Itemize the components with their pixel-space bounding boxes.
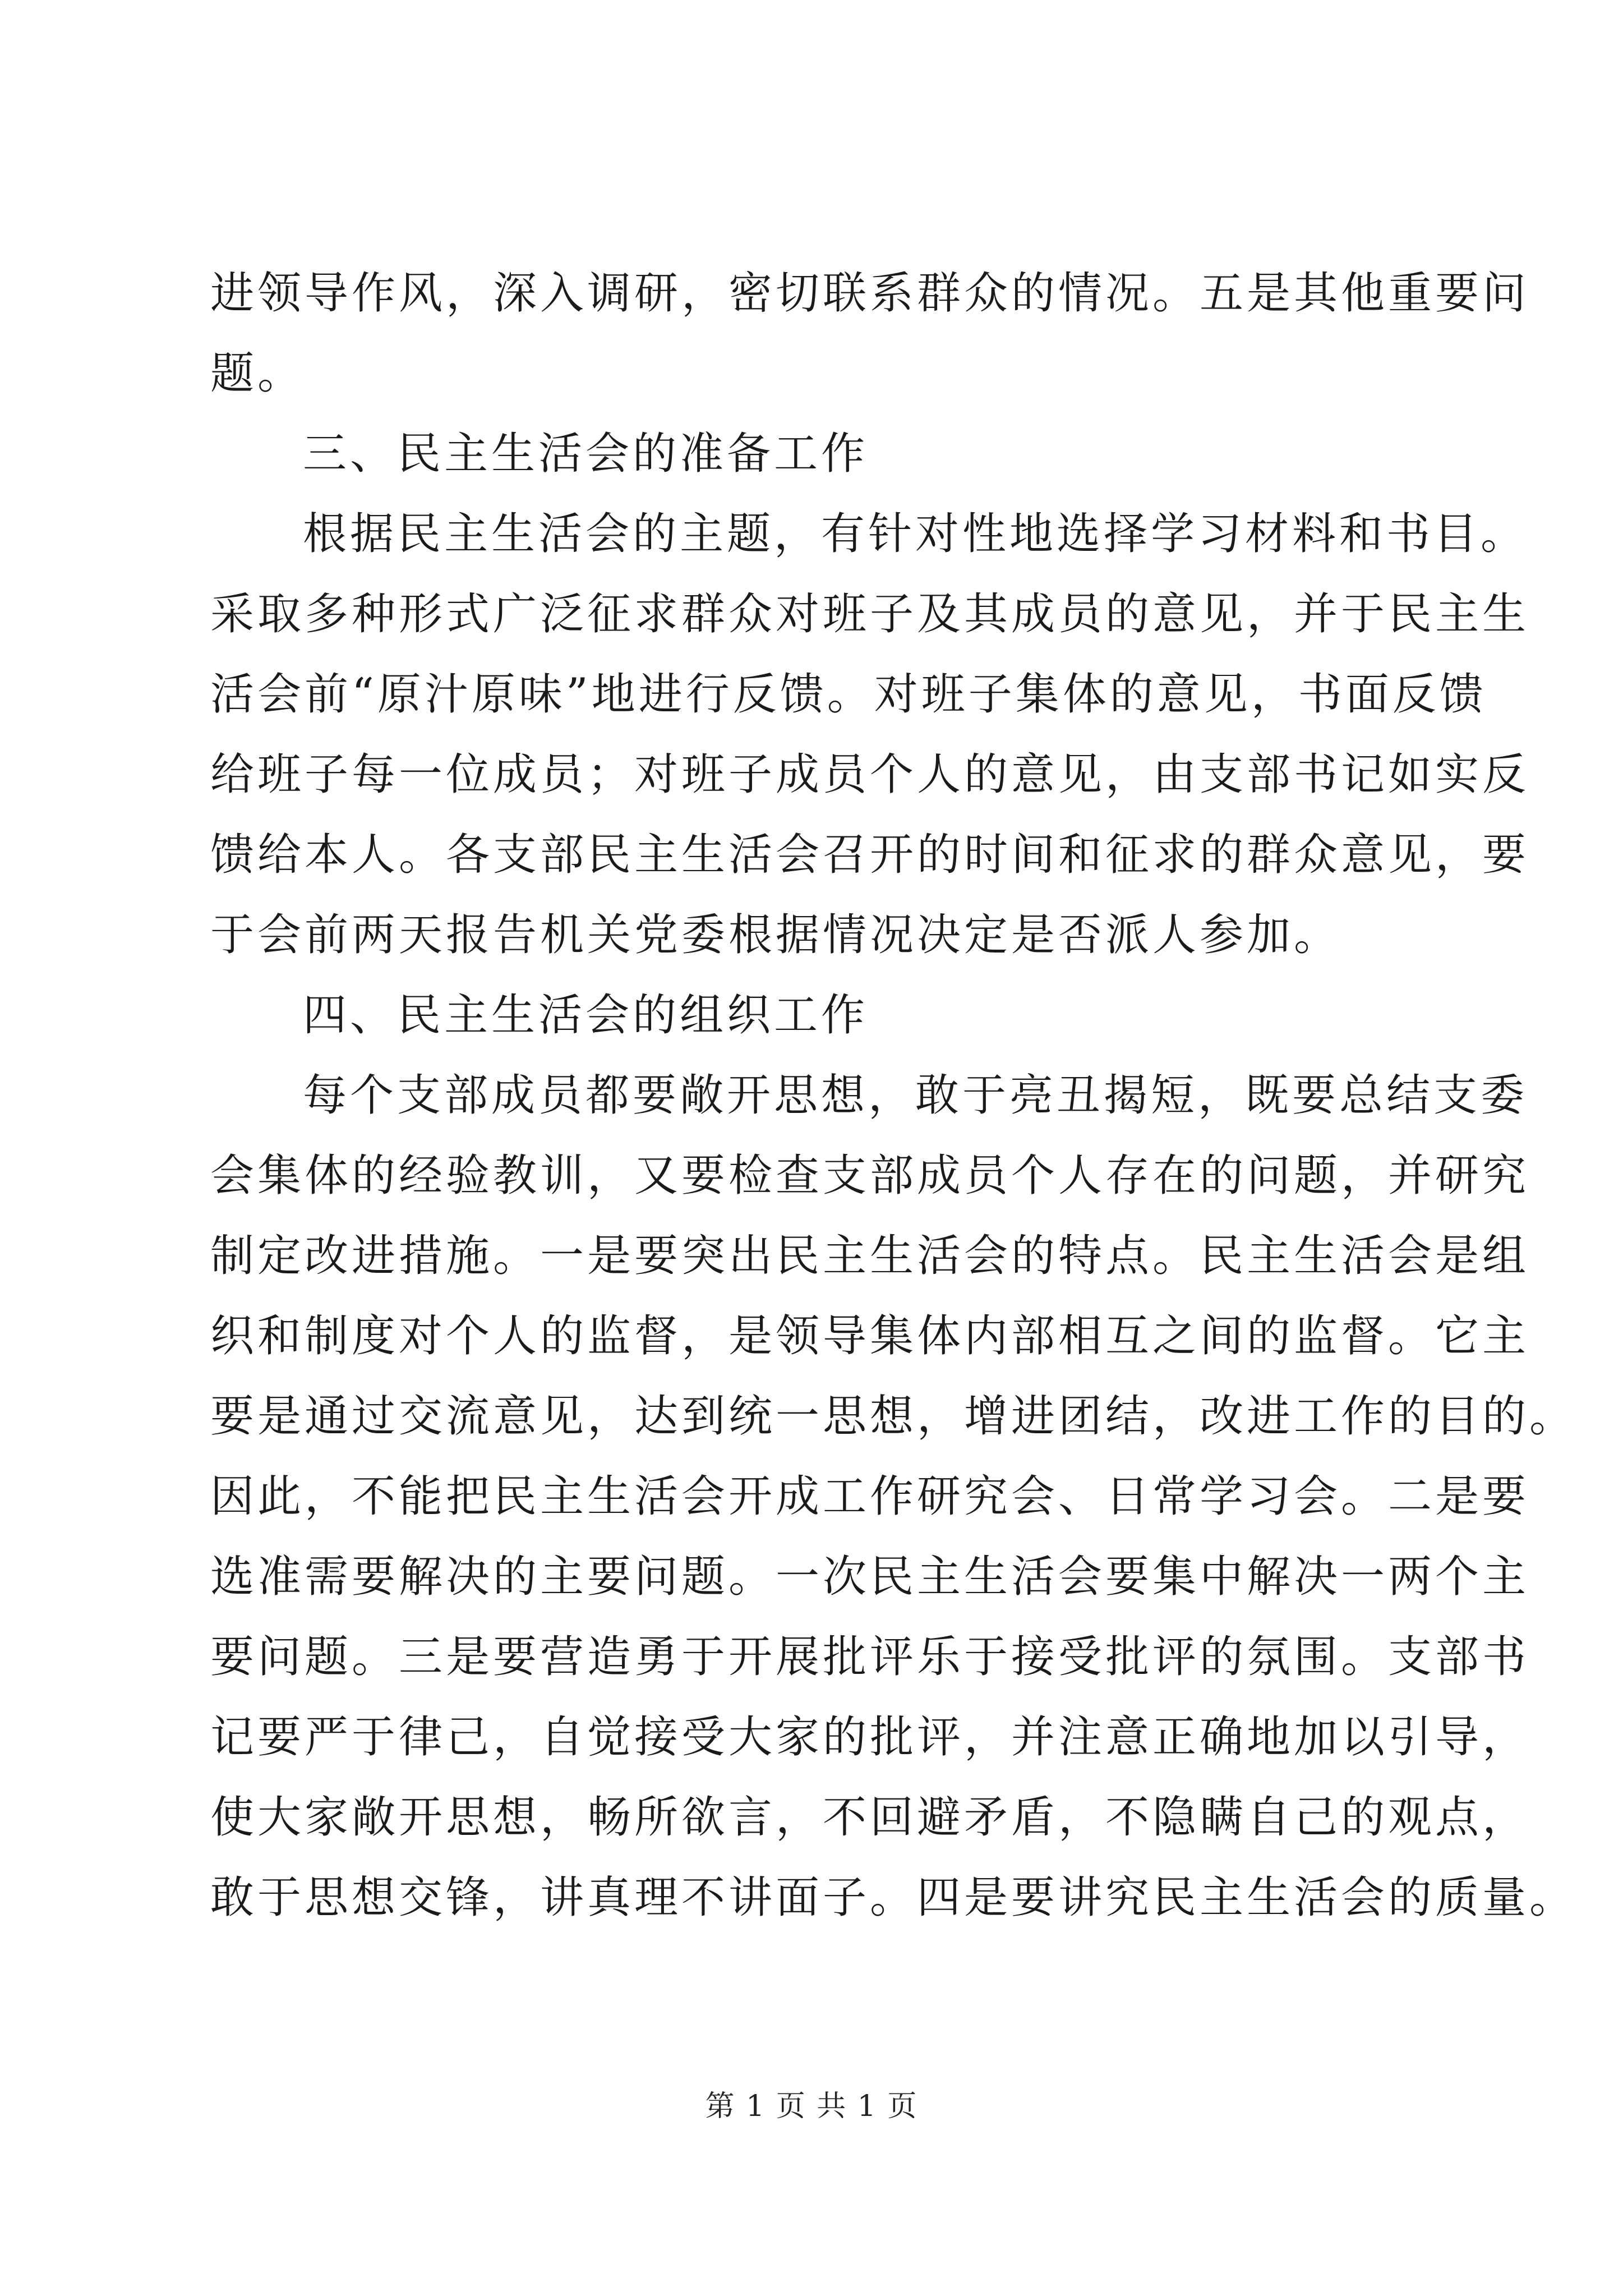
body-line: 织和制度对个人的监督，是领导集体内部相互之间的监督。它主 bbox=[210, 1311, 1530, 1361]
body-line: 记要严于律己，自觉接受大家的批评，并注意正确地加以引导， bbox=[210, 1712, 1530, 1763]
section-heading: 三、民主生活会的准备工作 bbox=[303, 429, 869, 479]
body-line: 馈给本人。各支部民主生活会召开的时间和征求的群众意见，要 bbox=[210, 830, 1530, 880]
page-footer: 第 1 页 共 1 页 bbox=[705, 2090, 918, 2123]
body-line: 题。 bbox=[210, 348, 305, 399]
body-line: 于会前两天报告机关党委根据情况决定是否派人参加。 bbox=[210, 910, 1341, 960]
body-line: 敢于思想交锋，讲真理不讲面子。四是要讲究民主生活会的质量。 bbox=[210, 1872, 1577, 1923]
body-line: 制定改进措施。一是要突出民主生活会的特点。民主生活会是组 bbox=[210, 1231, 1530, 1281]
body-line: 要是通过交流意见，达到统一思想，增进团结，改进工作的目的。 bbox=[210, 1391, 1577, 1442]
section-heading: 四、民主生活会的组织工作 bbox=[303, 990, 869, 1041]
body-line: 选准需要解决的主要问题。一次民主生活会要集中解决一两个主 bbox=[210, 1552, 1530, 1602]
paragraph-first-line: 根据民主生活会的主题，有针对性地选择学习材料和书目。 bbox=[303, 509, 1528, 559]
body-line: 会集体的经验教训，又要检查支部成员个人存在的问题，并研究 bbox=[210, 1151, 1530, 1201]
body-line: 活会前“原汁原味”地进行反馈。对班子集体的意见，书面反馈 bbox=[210, 669, 1487, 720]
body-line: 给班子每一位成员；对班子成员个人的意见，由支部书记如实反 bbox=[210, 749, 1530, 800]
document-body bbox=[210, 254, 1577, 1938]
body-line: 进领导作风，深入调研，密切联系群众的情况。五是其他重要问 bbox=[210, 268, 1530, 319]
paragraph-first-line: 每个支部成员都要敞开思想，敢于亮丑揭短，既要总结支委 bbox=[303, 1070, 1528, 1121]
body-line: 要问题。三是要营造勇于开展批评乐于接受批评的氛围。支部书 bbox=[210, 1632, 1530, 1682]
body-line: 因此，不能把民主生活会开成工作研究会、日常学习会。二是要 bbox=[210, 1471, 1530, 1522]
body-line: 采取多种形式广泛征求群众对班子及其成员的意见，并于民主生 bbox=[210, 589, 1530, 639]
body-line: 使大家敞开思想，畅所欲言，不回避矛盾，不隐瞒自己的观点， bbox=[210, 1792, 1530, 1843]
